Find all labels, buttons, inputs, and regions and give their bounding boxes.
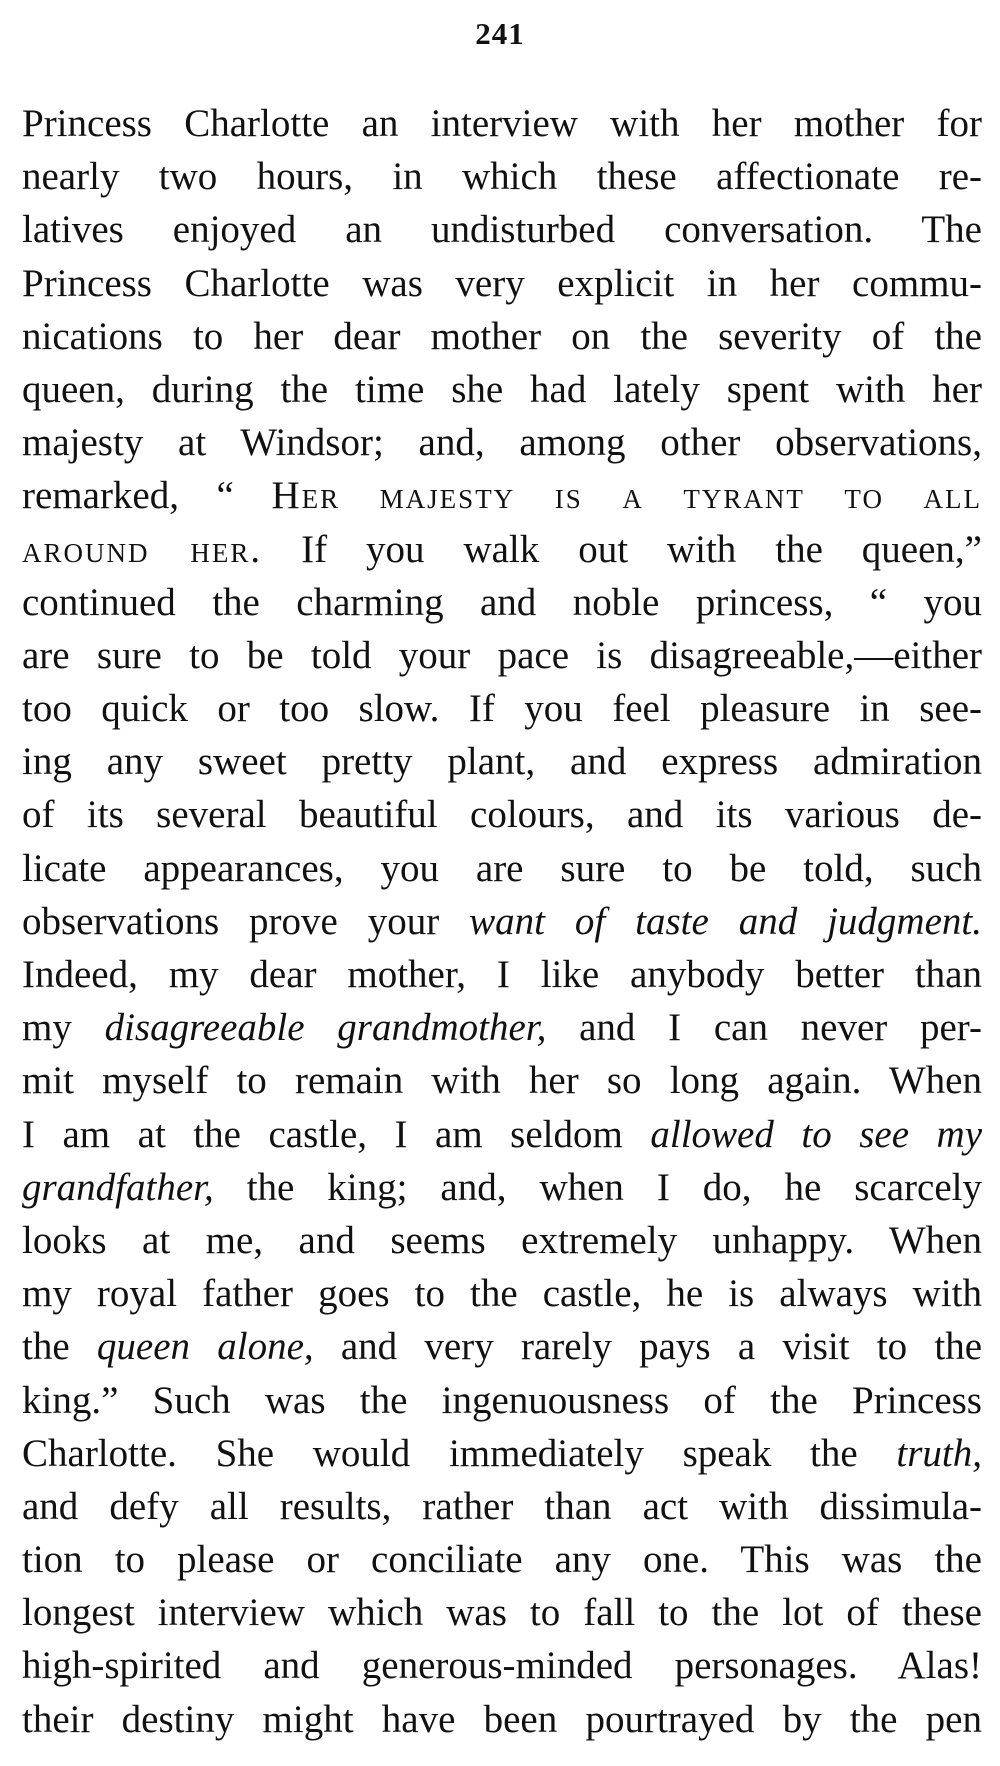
text-segment: tion to please or conciliate any one. This was the [22, 1538, 982, 1582]
text-line [22, 1161, 982, 1214]
text-segment: nearly two hours, in which these affectionate re- [22, 155, 982, 199]
text-line [22, 1214, 982, 1267]
text-line [22, 1267, 982, 1320]
text-segment: looks at me, and seems extremely unhappy. When [22, 1218, 982, 1262]
text-line [22, 1480, 982, 1533]
italic-text: grandfather, [22, 1165, 214, 1209]
text-line [22, 469, 982, 522]
text-segment: the [22, 1325, 97, 1369]
text-line [22, 948, 982, 1001]
text-segment: Princess Charlotte an interview with her mother for [22, 102, 982, 145]
text-line [22, 576, 982, 629]
text-segment: Indeed, my dear mother, I like anybody better than [22, 953, 982, 996]
text-segment: continued the charming and noble princess, “ you [22, 580, 982, 624]
text-line [22, 1320, 982, 1373]
text-line [22, 735, 982, 788]
text-line [22, 1001, 982, 1054]
text-line [22, 523, 982, 576]
italic-text: queen alone, [96, 1325, 314, 1369]
text-segment: king.” Such was the ingenuousness of the Princess [22, 1378, 982, 1422]
text-segment: and I can never per- [546, 1006, 982, 1050]
text-segment: If you walk out with the queen,” [262, 527, 982, 571]
text-line [22, 150, 982, 203]
text-segment: ing any sweet pretty plant, and express admiration [22, 740, 982, 784]
text-segment: too quick or too slow. If you feel pleasure in see- [22, 687, 982, 731]
text-line [22, 1693, 982, 1746]
text-segment: of its several beautiful colours, and its various de- [22, 793, 982, 837]
text-segment: licate appearances, you are sure to be told, such [22, 846, 982, 890]
text-line [22, 682, 982, 735]
text-segment: mit myself to remain with her so long again. When [22, 1059, 982, 1103]
text-segment: high-spirited and generous-minded personages. Alas! [22, 1644, 982, 1688]
text-segment: longest interview which was to fall to the lot of these [22, 1591, 982, 1635]
text-segment: I am at the castle, I am seldom [22, 1112, 651, 1156]
text-line [22, 363, 982, 416]
text-segment: queen, during the time she had lately spent with her [22, 367, 982, 411]
text-line [22, 895, 982, 948]
page-number: 241 [475, 16, 525, 51]
text-line [22, 1054, 982, 1107]
text-line [22, 416, 982, 469]
text-segment: my [22, 1006, 105, 1050]
text-segment: remarked, “ [22, 474, 272, 518]
text-segment: Princess Charlotte was very explicit in her commu- [22, 261, 982, 305]
body-text [22, 97, 982, 1746]
text-line [22, 629, 982, 682]
text-segment: and very rarely pays a visit to the [313, 1325, 982, 1369]
text-segment: majesty at Windsor; and, among other observations, [22, 421, 982, 465]
text-segment: latives enjoyed an undisturbed conversation. The [22, 208, 982, 252]
text-segment: observations prove your [22, 899, 470, 943]
italic-text: allowed to see my [650, 1112, 982, 1156]
text-line [22, 1639, 982, 1692]
italic-text: truth, [896, 1431, 982, 1475]
text-segment: are sure to be told your pace is disagreeable,—either [22, 633, 982, 677]
text-segment: Charlotte. She would immediately speak the [22, 1431, 897, 1475]
text-line [22, 788, 982, 841]
text-line [22, 1108, 982, 1161]
text-line [22, 1586, 982, 1639]
text-segment: the king; and, when I do, he scarcely [213, 1165, 982, 1209]
text-line [22, 1427, 982, 1480]
text-segment: and defy all results, rather than act with dissimula- [22, 1484, 982, 1528]
text-line [22, 842, 982, 895]
italic-text: disagreeable grandmother, [104, 1006, 547, 1050]
small-caps-text: Her majesty is a tyrant to all [271, 474, 982, 518]
text-segment: nications to her dear mother on the severity of the [22, 314, 982, 358]
text-line [22, 257, 982, 310]
text-line [22, 203, 982, 256]
text-line [22, 1374, 982, 1427]
text-line [22, 1533, 982, 1586]
text-segment: my royal father goes to the castle, he is always with [22, 1272, 982, 1316]
small-caps-text: around her. [22, 527, 263, 571]
italic-text: want of taste and judgment. [469, 899, 982, 943]
text-line [22, 310, 982, 363]
text-line [22, 97, 982, 150]
text-segment: their destiny might have been pourtrayed by the pen [22, 1697, 982, 1741]
